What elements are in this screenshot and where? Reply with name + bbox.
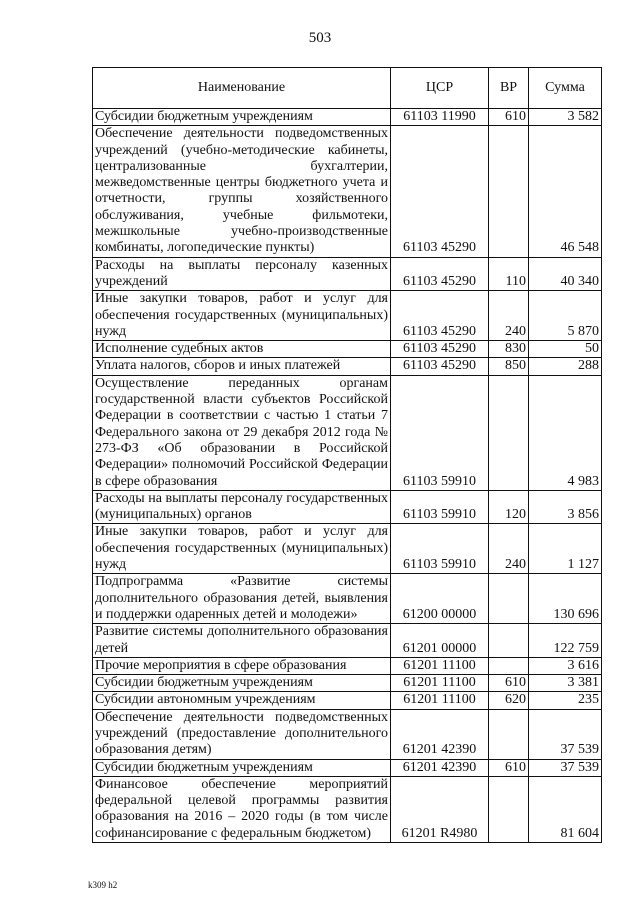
cell-name: Прочие мероприятия в сфере образования (93, 657, 391, 674)
cell-sum: 37 539 (529, 759, 602, 776)
cell-sum: 5 870 (529, 291, 602, 341)
cell-sum: 3 856 (529, 490, 602, 524)
cell-sum: 46 548 (529, 126, 602, 257)
cell-name: Расходы на выплаты персоналу государственных (муниципальных) органов (93, 490, 391, 524)
cell-name: Финансовое обеспечение мероприятий федеральной целевой программы развития образования на 2016 – 2020 годы (в том числе софинансирование с федеральным бюджетом) (93, 776, 391, 842)
table-row (93, 709, 602, 759)
cell-vr (489, 375, 529, 490)
table-row (93, 624, 602, 658)
cell-vr: 120 (489, 490, 529, 524)
cell-name: Подпрограмма «Развитие системы дополнительного образования детей, выявления и поддержки одаренных детей и молодежи» (93, 574, 391, 624)
cell-vr: 610 (489, 109, 529, 126)
cell-name: Иные закупки товаров, работ и услуг для обеспечения государственных (муниципальных) нужд (93, 291, 391, 341)
cell-sum: 3 381 (529, 675, 602, 692)
cell-csr: 61201 42390 (391, 709, 489, 759)
cell-vr: 620 (489, 692, 529, 709)
table-row (93, 692, 602, 709)
cell-name: Иные закупки товаров, работ и услуг для обеспечения государственных (муниципальных) нужд (93, 524, 391, 574)
cell-vr: 850 (489, 358, 529, 375)
cell-name: Субсидии автономным учреждениям (93, 692, 391, 709)
budget-table (92, 67, 602, 843)
cell-name: Уплата налогов, сборов и иных платежей (93, 358, 391, 375)
cell-sum: 3 616 (529, 657, 602, 674)
cell-vr (489, 657, 529, 674)
table-row (93, 109, 602, 126)
cell-csr: 61103 11990 (391, 109, 489, 126)
cell-sum: 81 604 (529, 776, 602, 842)
cell-csr: 61201 42390 (391, 759, 489, 776)
cell-name: Обеспечение деятельности подведомственных учреждений (предоставление дополнительного образования детям) (93, 709, 391, 759)
table-row (93, 358, 602, 375)
table-row (93, 375, 602, 490)
page-number: 503 (308, 30, 332, 46)
cell-csr: 61201 11100 (391, 675, 489, 692)
cell-sum: 235 (529, 692, 602, 709)
cell-csr: 61201 00000 (391, 624, 489, 658)
table-body (93, 109, 602, 843)
cell-csr: 61103 45290 (391, 291, 489, 341)
cell-name: Развитие системы дополнительного образования детей (93, 624, 391, 658)
header-name: Наименование (93, 68, 391, 109)
table-row (93, 675, 602, 692)
cell-name: Субсидии бюджетным учреждениям (93, 759, 391, 776)
cell-csr: 61103 45290 (391, 358, 489, 375)
cell-sum: 130 696 (529, 574, 602, 624)
cell-sum: 288 (529, 358, 602, 375)
cell-csr: 61201 11100 (391, 657, 489, 674)
cell-sum: 4 983 (529, 375, 602, 490)
cell-vr: 610 (489, 675, 529, 692)
cell-sum: 50 (529, 341, 602, 358)
table-row (93, 341, 602, 358)
header-csr: ЦСР (391, 68, 489, 109)
cell-csr: 61103 59910 (391, 375, 489, 490)
cell-csr: 61201 11100 (391, 692, 489, 709)
cell-vr: 830 (489, 341, 529, 358)
table-row (93, 524, 602, 574)
cell-csr: 61103 59910 (391, 490, 489, 524)
cell-vr (489, 126, 529, 257)
table-row (93, 126, 602, 257)
cell-vr: 610 (489, 759, 529, 776)
cell-vr (489, 776, 529, 842)
cell-name: Субсидии бюджетным учреждениям (93, 109, 391, 126)
cell-csr: 61200 00000 (391, 574, 489, 624)
footer-code: k309 h2 (88, 880, 118, 890)
table-row (93, 291, 602, 341)
cell-sum: 3 582 (529, 109, 602, 126)
cell-sum: 122 759 (529, 624, 602, 658)
header-sum: Сумма (529, 68, 602, 109)
cell-vr (489, 574, 529, 624)
cell-csr: 61201 R4980 (391, 776, 489, 842)
cell-name: Субсидии бюджетным учреждениям (93, 675, 391, 692)
table-row (93, 257, 602, 291)
cell-name: Осуществление переданных органам государственной власти субъектов Российской Федерации в соответствии с частью 1 статьи 7 Федерального закона от 29 декабря 2012 года № 273-ФЗ «Об образовании в Российской Федерации» полномочий Российской Федерации в сфере образования (93, 375, 391, 490)
cell-csr: 61103 59910 (391, 524, 489, 574)
cell-sum: 37 539 (529, 709, 602, 759)
cell-name: Расходы на выплаты персоналу казенных учреждений (93, 257, 391, 291)
table-row (93, 490, 602, 524)
cell-csr: 61103 45290 (391, 126, 489, 257)
cell-name: Обеспечение деятельности подведомственных учреждений (учебно-методические кабинеты, централизованные бухгалтерии, межведомственные центры бюджетного учета и отчетности, группы хозяйственного обслуживания, учебные фильмотеки, межшкольные учебно-производственные комбинаты, логопедические пункты) (93, 126, 391, 257)
cell-vr: 240 (489, 291, 529, 341)
cell-vr: 240 (489, 524, 529, 574)
cell-vr: 110 (489, 257, 529, 291)
table-row (93, 776, 602, 842)
cell-sum: 40 340 (529, 257, 602, 291)
table-row (93, 657, 602, 674)
cell-csr: 61103 45290 (391, 257, 489, 291)
cell-name: Исполнение судебных актов (93, 341, 391, 358)
table-header-row (93, 68, 602, 109)
cell-vr (489, 709, 529, 759)
header-vr: ВР (489, 68, 529, 109)
table-row (93, 759, 602, 776)
table-row (93, 574, 602, 624)
cell-csr: 61103 45290 (391, 341, 489, 358)
cell-vr (489, 624, 529, 658)
cell-sum: 1 127 (529, 524, 602, 574)
